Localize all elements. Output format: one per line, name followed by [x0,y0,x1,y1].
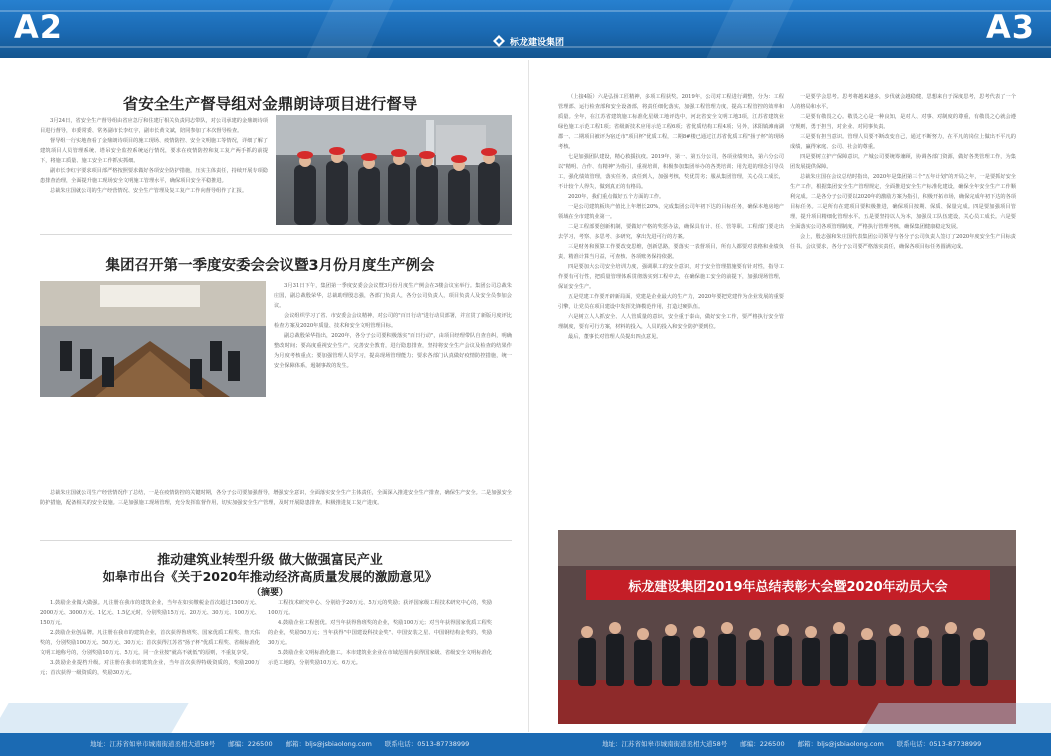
paragraph: 六是树立人人抓安全、人人管质量的意识，安全重于泰山，做好安全工作，要严格执行安全管理制度，要有可行方案，材料的投入，人员的投入和安全防护要到位。 [558,314,784,330]
page-number-left: A2 [14,8,64,46]
logo-icon [492,34,506,48]
paragraph: 督导组一行实地查看了金鼎朗诗项目的施工现场、疫情防控、安全文明施工等情况，详细了解了建筑项目人员管理系统、塔吊安全监控系统运行情况，要求在疫情防控和复工复产两手抓的前提下，将施工质量、施工安全工作抓实抓细。 [40,138,268,164]
divider [40,540,512,541]
article-1-body-tail [40,212,268,226]
paragraph: 会上，殷志强和朱庄国代表集团公司领导与各分子公司负责人签订了2020年度安全生产目标责任书。会议要求，各分子公司要严格落实责任，确保各项目标任务圆满完成。 [790,234,1016,250]
article-1-title: 省安全生产督导组对金鼎朗诗项目进行督导 [122,95,418,113]
paragraph: 副市长李红宇要求项目部严格按照要求做好各项安全防护措施，压实主体责任，持续开展专项隐患排查治理，全面提升施工现场安全文明施工管理水平，确保项目安全平稳推进。 [40,168,268,184]
paragraph: 五是党建工作要开辟新局面，党建是企业最大的生产力，2020年要把党建作为企业发展的重要引擎，让党员在项目建设中发挥先锋模范作用，打造过硬队伍。 [558,294,784,310]
paragraph: 3月31日下午，集团第一季度安委会会议暨3月份月度生产例会在3楼会议室举行。集团公司总裁朱庄国，副总裁殷荣华，总裁助理殷志强，各部门负责人，各分公司负责人，项目负责人及安全员参加会议。 [274,283,512,309]
paragraph: 四是要加大公司安全培训力度，强调职工的安全意识，对于安全管理措施要有针对性，指导工作要有可行性，把质量管理体系贯彻落实到工程中去，在确保施工安全的前提下，加强现场管理，保证安全生产。 [558,264,784,290]
logo-text: 标龙建设集团 [510,37,565,48]
paragraph: 三是财务和预算工作要改变思维，创新思路，要落实一表督项目，所有人都要对表格和业绩负责，精准计算当月益，可查核、各项账务保持依据。 [558,244,784,260]
article-2-body-bottom [40,488,512,534]
article-2-title: 集团召开第一季度安委会会议暨3月份月度生产例会 [105,258,435,274]
paragraph: 3月24日，省安全生产督导组由省应急厅和住建厅相关负责同志带队，对公司承建的金鼎朗诗项目进行督导，市委常委、常务副市长李红宇，副市长黄文斌，陪同参加了本次督导检查。 [40,118,268,134]
footer-contact-right: 地址：江苏省如皋市城南街道丞相大道58号 邮编：226500 邮箱：bljs@jsbiaolong.com 联系电话：0513-87738999 [602,740,982,748]
paragraph: 总裁朱庄国就公司的生产经营情况、安全生产管理及复工复产工作向督导组作了汇报。 [50,188,248,194]
photo-annual-conference [558,530,1016,724]
photo-site-inspection [276,115,512,225]
inspection-scene-graphic [276,115,512,225]
conference-scene-graphic [558,530,1016,724]
paragraph: 2020年，我们重点做好五个方面的工作。 [568,194,665,200]
article-4-column [558,92,784,532]
page-number-right: A3 [985,8,1035,46]
header-stripe [0,10,1051,12]
page-spine [528,60,529,732]
footer-accent [861,703,1051,733]
paragraph: 总裁朱庄国就公司生产经营情况作了总结，一是在疫情防控的关键时期，各分子公司要加强督导，增强安全意识，全面落实安全生产主体责任，全面深入推进安全生产排查，确保生产安全。二是加强安全防护措施，配备相关的安全设施。三是加强施工现场管理，充分发挥监督作用，切实加强安全生产管理，及时开展隐患排查，积极推进复工复产进度。 [40,490,512,506]
article-3-title-line2: 如皋市出台《关于2020年推动经济高质量发展的激励意见》 [102,569,438,584]
paragraph: 1.鼓励企业做大做强。凡注册在我市的建筑企业，当年在如实缴税金首次超过1500万元、2000万元、3000万元、1亿元、1.5亿元时，分别奖励15万元、20万元、30万元、100万元、150万元。 [40,600,260,626]
header-band [0,0,1051,58]
paragraph: 七是加强团队建设，精心救援抗疫。2019年，第一、第五分公司，各项业绩突出，第六分公司以"精明、合作、有精神"为指引，重视培训，积极参加集团举办的各类培训；用先进的理念引导员工，强化绩效管理，落实任务，责任到人，加强考核，奖优罚劣；服从集团管理，关心员工成长，不计较个人得失，做到真正的有格局。 [558,154,784,190]
divider [40,234,512,235]
header-gradient [0,0,1051,58]
article-3-body-col2 [268,598,492,726]
paragraph: 副总裁殷荣华指出，2020年，各分子公司要积极落实"百日行动"，由项目经理带队自查自纠，明确整改时间；要高度重视安全生产，完善安全教育，进行隐患排查，坚持将安全生产会议及检查的结果作为月度考核重点；要加强管理人员学习，提高现场管理能力；要求各部门认真做好疫情防控措施，统一安全保障体系，遏制事故的发生。 [274,333,512,369]
paragraph: 总裁朱庄国在会议总结时指出，2020年是集团第三个"五年计划"的开局之年，一是要抓好安全生产工作，根据集团安全生产管理规定，全面推进安全生产标准化建设，确保全年安全生产工作顺利完成。二是各分子公司要以2020年的激励方案为指引，积极开拓市场，确保完成年初下达的各项目标任务。三是所有在建项目要积极推进，确保项目按期、保质、保量完成。四是要加强项目管理，提升项目精细化管理水平。五是要坚持以人为本，加强员工队伍建设，关心员工成长。六是要全面落实公司各项管理制度，严格执行管理考核，确保集团健康稳定发展。 [790,174,1016,230]
paragraph: 二是要有敬畏之心。敬畏之心是一种良知，是对人、对事、对制度的尊重，有敬畏之心就会遵守规则，勇于担当，对企业、对同事负责。 [790,114,1016,130]
paragraph: （上接4版）六是弘扬工匠精神，多项工程获奖。2019年，公司对工程进行调整，分为：工程管理部、运行检查部和安全设备部，将责任细化落实，加强工程管理力度，提高工程管控的效率和质量。全年，在江苏省建筑施工标准化星级工地评选中，河北省安全文明工地3项，江苏省建筑业绿色施工示范工程1项；省级新技术应用示范工程6项；省优质结构工程4项；另外，沭阳镇滩南湖郡一、二期项目被评为宿迁市"项目杯"优质工程，二期8#楼已通过江苏省优质工程"扬子杯"的现场考核。 [558,94,784,150]
article-1-body [40,116,268,212]
paragraph: 3.鼓励企业提档升级。对注册在我市的建筑企业，当年首次获得特级资质的，奖励200万元；首次获得一级资质的，奖励30万元。 [40,660,260,676]
footer-contact-left: 地址：江苏省如皋市城南街道丞相大道58号 邮编：226500 邮箱：bljs@jsbiaolong.com 联系电话：0513-87738999 [90,740,470,748]
paragraph: 2.鼓励企业创品牌。凡注册在我市的建筑企业，首次获得鲁班奖、国家优质工程奖、詹天佑奖的，分别奖励100万元、50万元、30万元；首次获得江苏省"扬子杯"优质工程奖、省级标准化文明工地称号的，分别奖励10万元、5万元，同一企业按"就高不就低"的原则，不重复享受。 [40,630,260,656]
paragraph: 5.鼓励企业文明标准化施工。本市建筑业企业在市域范围内获得国家级、省级安全文明标准化示范工地的，分别奖励10万元、6万元。 [268,650,492,666]
banner-text: 标龙建设集团2019年总结表彰大会暨2020年动员大会 [628,579,948,595]
paragraph: 4.鼓励企业工程创优。对当年获得鲁班奖的企业，奖励100万元；对当年获得国家优质工程奖的企业，奖励50万元；当年获得"中国建设科技金奖"、中国安装之星、中国钢结构金奖的，奖励30万元。 [268,620,492,646]
article-2-body-right [274,281,512,487]
brand-logo [492,34,564,48]
footer-band [0,733,1051,756]
article-3-subtitle: （摘要） [251,588,288,598]
paragraph: 最后，董事长对管理人员提出四点意见。 [568,334,662,340]
meeting-scene-graphic [40,281,266,397]
paragraph: 工程技术研究中心、分别给予20万元、5万元的奖励；获评国家级工程技术研究中心的，奖励100万元。 [268,600,492,616]
photo-meeting-room [40,281,266,397]
paragraph: 一是公司建筑板块产值比上年增长20%，完成集团公司年初下达的目标任务，确保本地房地产领域在全市建筑业第一。 [558,204,784,220]
paragraph: 二是工程部要创新机制，要做好产格的奖惩办法，确保具有计、任、管等职。工程部门要走出去学习，考察、多思考、多研究，拿出先进可行的方案。 [558,224,784,240]
footer-accent [0,703,189,733]
article-3-title-line1: 推动建筑业转型升级 做大做强富民产业 [157,553,383,568]
article-5-column [790,92,1016,532]
paragraph: 一是要学会思考。思考将越来越多，步伐就会越稳健，思想来自于深度思考，思考代表了一个人的格局和水平。 [790,94,1016,110]
conference-banner [586,570,990,600]
paragraph: 四是要树立护产保障意识，产城公司要统筹兼顾，协调各部门资源，做好各类管理工作，为集团发展提供保障。 [790,154,1016,170]
paragraph: 会议组织学习了省、市安委会会议精神，对公司的"百日行动"进行动员部署，并宣贯了新版月度评比检查方案及2020年质量、技术和安全文明管理目标。 [274,313,512,329]
paragraph: 三是要有担当意识。管理人员要不断改变自己，通过不断努力，在平凡的岗位上做出不平凡的成绩，赢得家庭、公司、社会的尊重。 [790,134,1016,150]
